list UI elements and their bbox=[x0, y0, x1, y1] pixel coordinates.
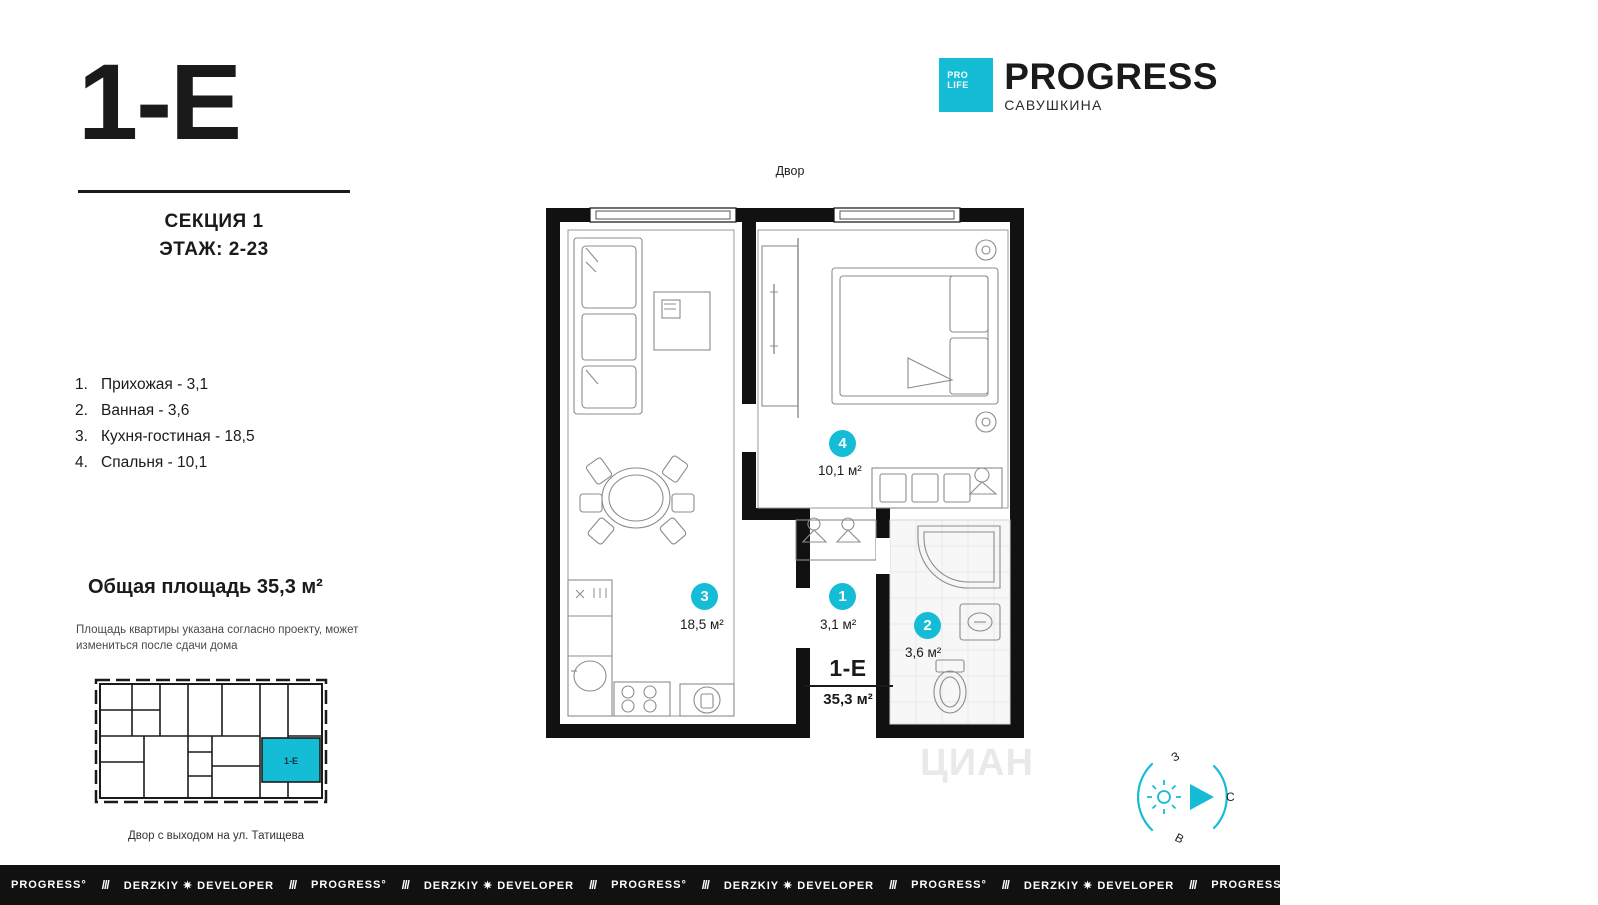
list-item bbox=[75, 372, 415, 398]
footer-item: PROGRESS° bbox=[1511, 879, 1587, 891]
footer-separator: /// bbox=[701, 878, 709, 892]
logo-mark-line1: PRO bbox=[947, 70, 969, 80]
footer-item: DERZKIY ✷ DEVELOPER bbox=[1023, 879, 1175, 892]
room-label: Кухня-гостиная - 18,5 bbox=[101, 428, 255, 445]
room-area-4: 10,1 м² bbox=[818, 463, 862, 478]
room-label: Спальня - 10,1 bbox=[101, 454, 208, 471]
logo-mark-line2: LIFE bbox=[947, 80, 969, 90]
total-area-label: Общая площадь 35,3 м² bbox=[88, 576, 323, 598]
footer-separator: /// bbox=[1189, 878, 1197, 892]
keyplan-marker-label: 1-Е bbox=[283, 756, 299, 766]
room-index: 3. bbox=[75, 428, 88, 445]
footer-item: PROGRESS° bbox=[11, 879, 87, 891]
footer-separator: /// bbox=[1301, 878, 1309, 892]
footer-item: DERZKIY ✷ DEVELOPER bbox=[123, 879, 275, 892]
compass-north-label: С bbox=[1226, 790, 1235, 804]
room-index: 4. bbox=[75, 454, 88, 471]
summary-total-area: 35,3 м² bbox=[823, 691, 873, 708]
apartment-floorplan bbox=[546, 208, 1024, 748]
footer-separator: /// bbox=[401, 878, 409, 892]
logo-subtitle: САВУШКИНА bbox=[1004, 97, 1103, 113]
room-area-3: 18,5 м² bbox=[680, 617, 724, 632]
room-badge-1[interactable]: 1 bbox=[829, 583, 856, 610]
watermark: ЦИАН bbox=[920, 742, 1034, 784]
room-badge-3[interactable]: 3 bbox=[691, 583, 718, 610]
footer-separator: /// bbox=[1489, 878, 1497, 892]
footer-item: PROGRESS° bbox=[311, 879, 387, 891]
floor-label: ЭТАЖ: 2-23 bbox=[159, 239, 269, 260]
title-divider bbox=[78, 190, 350, 193]
yard-label: Двор bbox=[775, 164, 805, 178]
compass-rose bbox=[1128, 742, 1238, 852]
room-index: 2. bbox=[75, 402, 88, 419]
room-label: Ванная - 3,6 bbox=[101, 402, 190, 419]
room-legend bbox=[75, 372, 415, 476]
footer-item: PROGRESS° bbox=[611, 879, 687, 891]
logo-name: PROGRESS bbox=[1004, 56, 1218, 97]
keyplan-caption: Двор с выходом на ул. Татищева bbox=[127, 830, 305, 842]
room-area-2: 3,6 м² bbox=[905, 645, 942, 660]
list-item bbox=[75, 398, 415, 424]
plan-summary bbox=[800, 655, 896, 708]
room-badge-2[interactable]: 2 bbox=[914, 612, 941, 639]
logo-mark bbox=[939, 58, 993, 112]
logo-text-block bbox=[1004, 58, 1218, 113]
footer-item: DERZKIY ✷ DEVELOPER bbox=[1323, 879, 1475, 892]
section-label: СЕКЦИЯ 1 bbox=[164, 211, 264, 232]
footer-separator: /// bbox=[289, 878, 297, 892]
summary-plan-code: 1-Е bbox=[829, 655, 867, 681]
keyplan-diagram bbox=[92, 676, 330, 806]
compass-south-label: В bbox=[1172, 830, 1187, 847]
room-index: 1. bbox=[75, 376, 88, 393]
brand-logo bbox=[939, 58, 1218, 113]
footer-item: DERZKIY ✷ DEVELOPER bbox=[423, 879, 575, 892]
footer-separator: /// bbox=[1001, 878, 1009, 892]
list-item bbox=[75, 424, 415, 450]
list-item bbox=[75, 450, 415, 476]
room-badge-4[interactable]: 4 bbox=[829, 430, 856, 457]
footer-separator: /// bbox=[889, 878, 897, 892]
footer-item: DERZKIY ✷ DEVELOPER bbox=[723, 879, 875, 892]
compass-west-label: З bbox=[1168, 748, 1182, 765]
footer-separator: /// bbox=[101, 878, 109, 892]
room-area-1: 3,1 м² bbox=[820, 617, 857, 632]
footer-separator: /// bbox=[589, 878, 597, 892]
page-title: 1-Е bbox=[78, 41, 241, 162]
room-label: Прихожая - 3,1 bbox=[101, 376, 209, 393]
footer-item: PROGRESS° bbox=[911, 879, 987, 891]
footer-item: PROGRESS° bbox=[1211, 879, 1287, 891]
disclaimer-text: Площадь квартиры указана согласно проекту, может измениться после сдачи дома bbox=[76, 624, 359, 652]
summary-divider bbox=[803, 685, 893, 687]
footer-brand-strip bbox=[0, 865, 1587, 905]
